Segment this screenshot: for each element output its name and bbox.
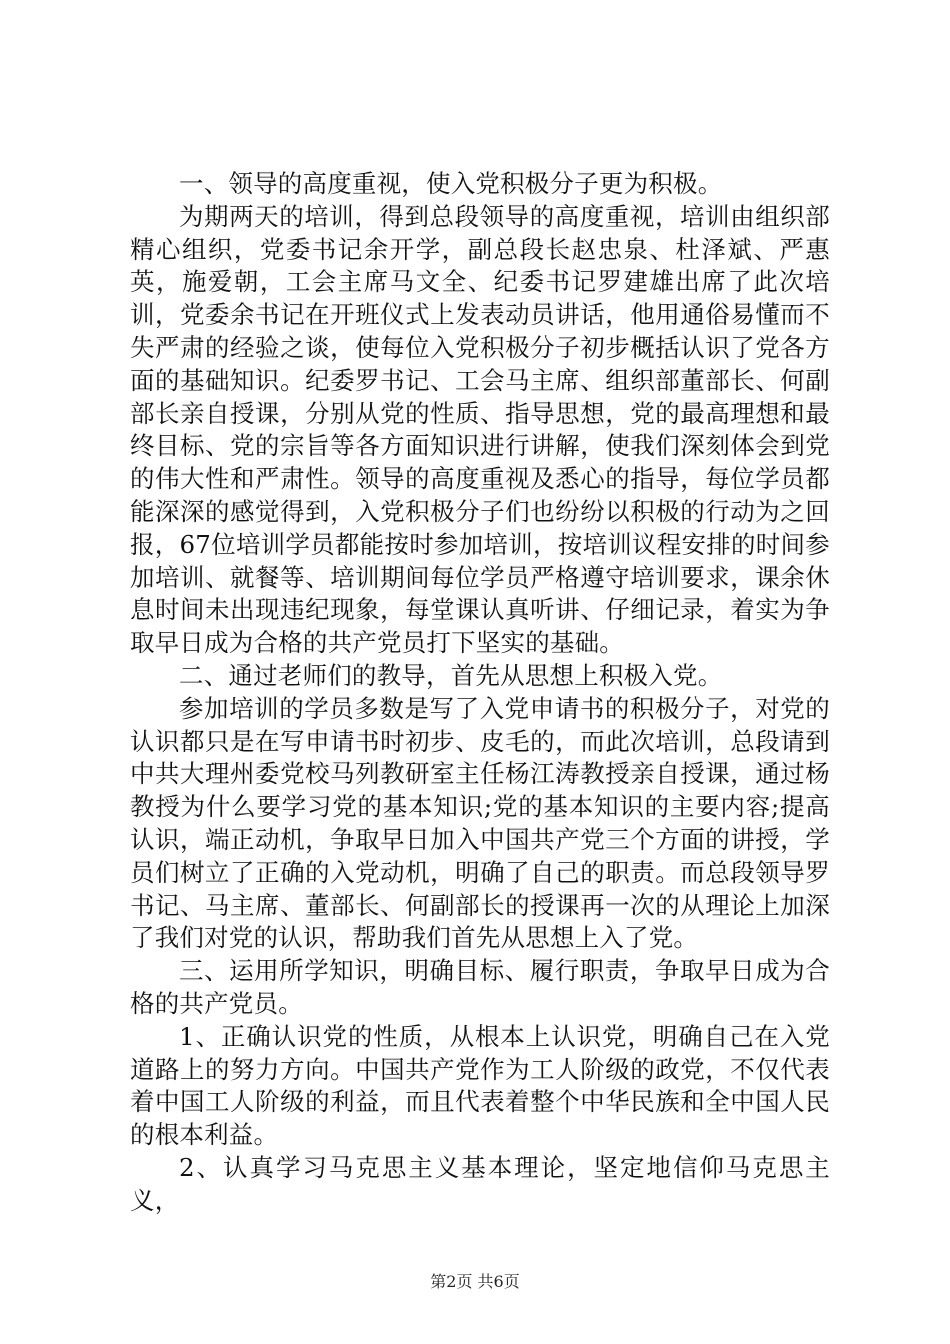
paragraph-training-overview: 为期两天的培训，得到总段领导的高度重视，培训由组织部精心组织，党委书记余开学，副总段长赵忠泉、杜泽斌、严惠英，施爱朝，工会主席马文全、纪委书记罗建雄出席了此次培训，党委余书记在开班仪式上发表动员讲话，他用通俗易懂而不失严肃的经验之谈，使每位入党积极分子初步概括认识了党各方面的基础知识。纪委罗书记、工会马主席、组织部董部长、何副部长亲自授课，分别从党的性质、指导思想，党的最高理想和最终目标、党的宗旨等各方面知识进行讲解，使我们深刻体会到党的伟大性和严肃性。领导的高度重视及悉心的指导，每位学员都能深深的感觉得到，入党积极分子们也纷纷以积极的行动为之回报，67位培训学员都能按时参加培训，按培训议程安排的时间参加培训、就餐等、培训期间每位学员严格遵守培训要求，课余休息时间未出现违纪现象，每堂课认真听讲、仔细记录，着实为争取早日成为合格的共产党员打下坚实的基础。: [130, 201, 830, 658]
heading-section-1: 一、领导的高度重视，使入党积极分子更为积极。: [179, 169, 723, 198]
paragraph-item-1: 1、正确认识党的性质，从根本上认识党，明确自己在入党道路上的努力方向。中国共产党作为工人阶级的政党，不仅代表着中国工人阶级的利益，而且代表着整个中华民族和全中国人民的根本利益。: [130, 1021, 830, 1150]
heading-section-3: 三、运用所学知识，明确目标、履行职责，争取早日成为合格的共产党员。: [130, 956, 830, 1018]
page-footer: [0, 1272, 950, 1292]
paragraph-teacher-guidance: 参加培训的学员多数是写了入党申请书的积极分子，对党的认识都只是在写申请书时初步、皮毛的，而此次培训，总段请到中共大理州委党校马列教研室主任杨江涛教授亲自授课，通过杨教授为什么要学习党的基本知识;党的基本知识的主要内容;提高认识，端正动机，争取早日加入中国共产党三个方面的讲授，学员们树立了正确的入党动机，明确了自己的职责。而总段领导罗书记、马主席、董部长、何副部长的授课再一次的从理论上加深了我们对党的认识，帮助我们首先从思想上入了党。: [130, 693, 830, 953]
page-total: 共6页: [477, 1272, 520, 1291]
page-number: 第2页: [430, 1272, 473, 1291]
document-body: [130, 168, 830, 1218]
paragraph-item-2: 2、认真学习马克思主义基本理论，坚定地信仰马克思主义，: [130, 1152, 830, 1215]
heading-section-2: 二、通过老师们的教导，首先从思想上积极入党。: [179, 660, 723, 690]
